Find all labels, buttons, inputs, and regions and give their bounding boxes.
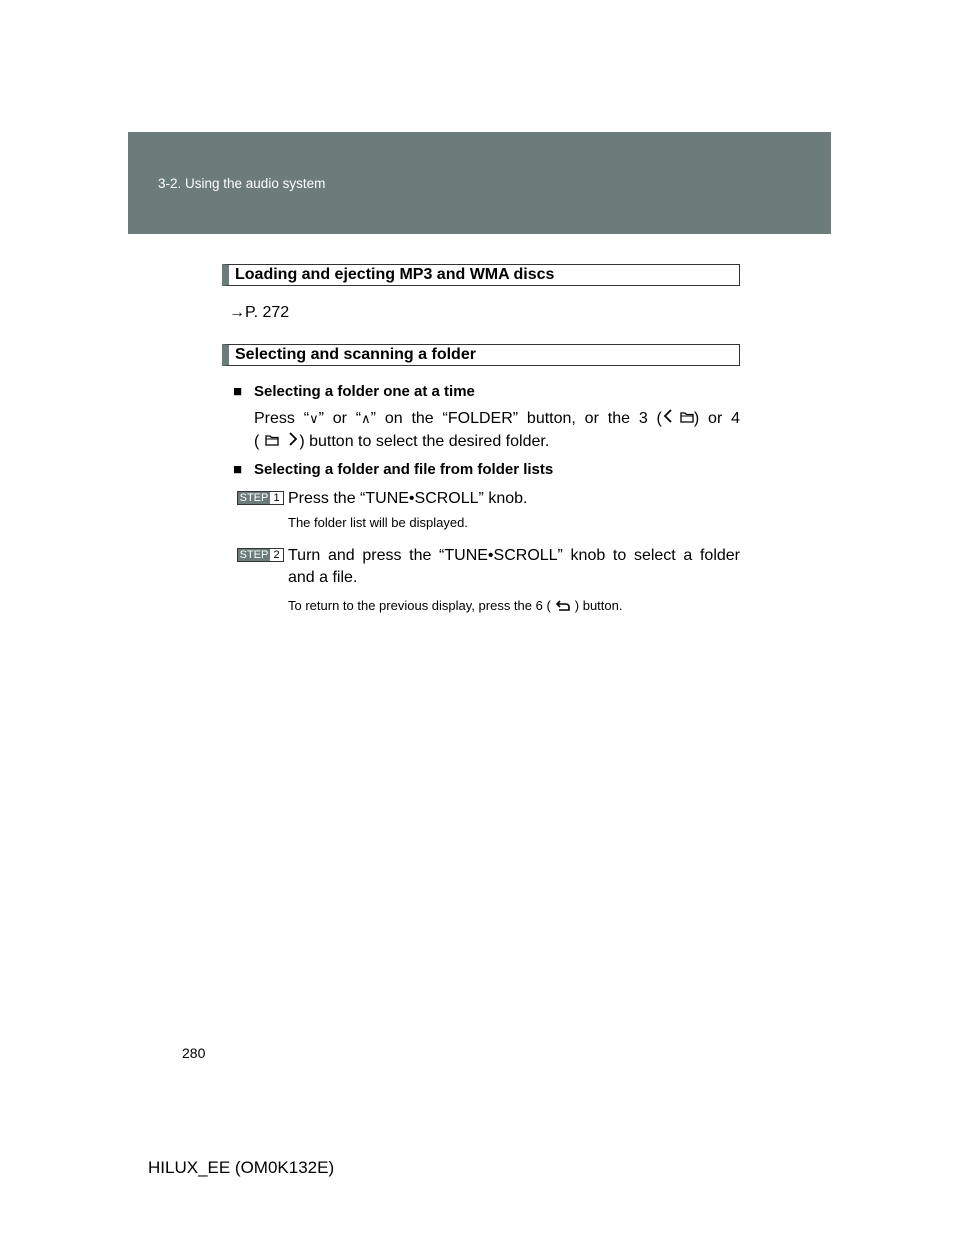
bullet2-title: Selecting a folder and file from folder lists <box>254 461 554 478</box>
step-2-note: To return to the previous display, press the 6 ( ) button. <box>288 598 623 613</box>
return-arrow-icon <box>555 599 571 614</box>
chevron-left-icon <box>662 407 674 430</box>
step-2-text-line1: Turn and press the “TUNE•SCROLL” knob to select a folder <box>288 547 740 564</box>
step-2-text-line2: and a file. <box>288 569 358 586</box>
folder-icon <box>680 407 694 430</box>
section-heading-loading: Loading and ejecting MP3 and WMA discs <box>222 264 740 286</box>
step-1-note: The folder list will be displayed. <box>288 515 468 530</box>
folder-icon <box>265 430 279 453</box>
down-glyph: ∨ <box>309 411 319 426</box>
page-number: 280 <box>182 1045 206 1061</box>
step-2-badge: STEP 2 <box>237 548 284 562</box>
page-reference <box>229 301 289 324</box>
up-glyph: ∧ <box>361 411 371 426</box>
bullet-square-icon: ■ <box>233 383 243 400</box>
bullet1-title: Selecting a folder one at a time <box>254 383 475 400</box>
reference-text: P. 272 <box>245 304 290 321</box>
bullet-square-icon: ■ <box>233 461 243 478</box>
section-title: 3-2. Using the audio system <box>158 176 326 191</box>
step-1-badge: STEP 1 <box>237 491 284 505</box>
arrow-right-icon: → <box>229 304 245 321</box>
section-heading-folder: Selecting and scanning a folder <box>222 344 740 366</box>
document-code: HILUX_EE (OM0K132E) <box>148 1158 335 1177</box>
bullet1-line1: Press “∨” or “∧” on the “FOLDER” button, or the 3 ( ) or 4 <box>254 407 740 430</box>
chevron-right-icon <box>287 430 299 453</box>
step-1-text: Press the “TUNE•SCROLL” knob. <box>288 490 528 507</box>
bullet1-line2: ( ) button to select the desired folder. <box>254 430 549 453</box>
page-header <box>128 132 831 234</box>
